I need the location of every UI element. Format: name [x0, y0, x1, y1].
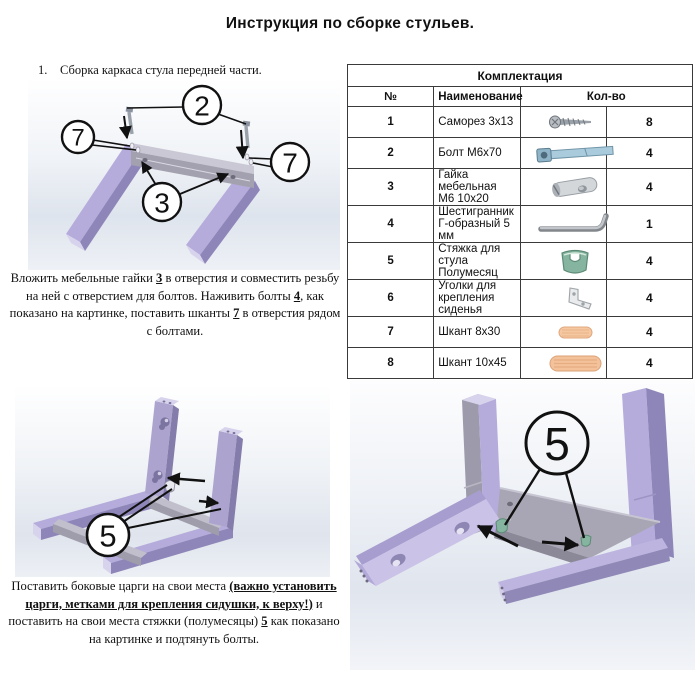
svg-text:5: 5 [99, 518, 117, 554]
dowel-pin-icon [130, 143, 134, 149]
step1-heading-text: Сборка каркаса стула передней части. [60, 63, 262, 77]
step2-instructions: Поставить боковые царги на свои места (важно установить царги, метками для крепления сидушки, к верху!) и поставить на свои места стяжки (полумесяцы) 5 как показано на картинке и подтянуть болты. [8, 579, 340, 646]
callout-bolts [183, 86, 221, 124]
ref-tie: 5 [261, 614, 268, 629]
col-header-name: Наименование [434, 87, 520, 107]
table-row: 8 Шкант 10х45 4 [348, 348, 693, 379]
table-row: 6 Уголки для крепления сиденья 4 [348, 280, 693, 317]
table-row: 1 Саморез 3х13 8 [348, 107, 693, 138]
callout-nuts [143, 183, 181, 221]
table-row: 4 Шестигранник Г-образный 5 мм 1 [348, 206, 693, 243]
svg-text:2: 2 [194, 90, 210, 122]
step1-instructions: Вложить мебельные гайки 3 в отверстия и совместить резьбу на ней с отверстием для болтов. Наживить болты 4, как показано на картинке, поставить шканты 7 в отверстия рядом с болтами. [9, 271, 341, 338]
diagram-tie-closeup [350, 380, 695, 670]
ref-nut: 3 [156, 271, 163, 285]
col-header-qty: Кол-во [520, 87, 693, 107]
page-title: Инструкция по сборке стульев. [225, 15, 475, 32]
table-row: 7 Шкант 8х30 4 [348, 317, 693, 348]
dowel-pin-icon [249, 159, 253, 165]
warning-text: (важно установить царги, метками для крепления сидушки, к верху!) [25, 579, 337, 611]
callout-dowels-left [62, 121, 94, 153]
table-row: 5 Стяжка для стула Полумесяц 4 [348, 243, 693, 280]
step1-heading [38, 63, 338, 78]
front-frame-illustration [28, 78, 340, 270]
svg-text:7: 7 [71, 124, 85, 152]
callout-tie-left [87, 514, 129, 556]
svg-text:7: 7 [282, 147, 298, 179]
svg-text:3: 3 [154, 187, 170, 219]
table-row: 2 Болт М6х70 4 [348, 138, 693, 169]
kit-table [347, 64, 693, 379]
callout-dowels-right [271, 143, 309, 181]
dowel-pin-icon [245, 154, 249, 160]
table-row: 3 Гайка мебельная М6 10х20 4 [348, 169, 693, 206]
diagram-front-frame [28, 78, 340, 270]
diagram-side-frame [15, 385, 330, 577]
svg-text:5: 5 [544, 418, 570, 470]
col-header-num: № [348, 87, 434, 107]
side-frame-illustration [15, 385, 330, 577]
step1-number: 1. [38, 63, 48, 77]
tie-closeup-illustration [350, 380, 695, 670]
dowel-pin-icon [136, 147, 140, 153]
kit-table-title: Комплектация [348, 65, 693, 87]
ref-bolt: 4 [293, 288, 301, 303]
ref-dowel: 7 [233, 306, 240, 321]
